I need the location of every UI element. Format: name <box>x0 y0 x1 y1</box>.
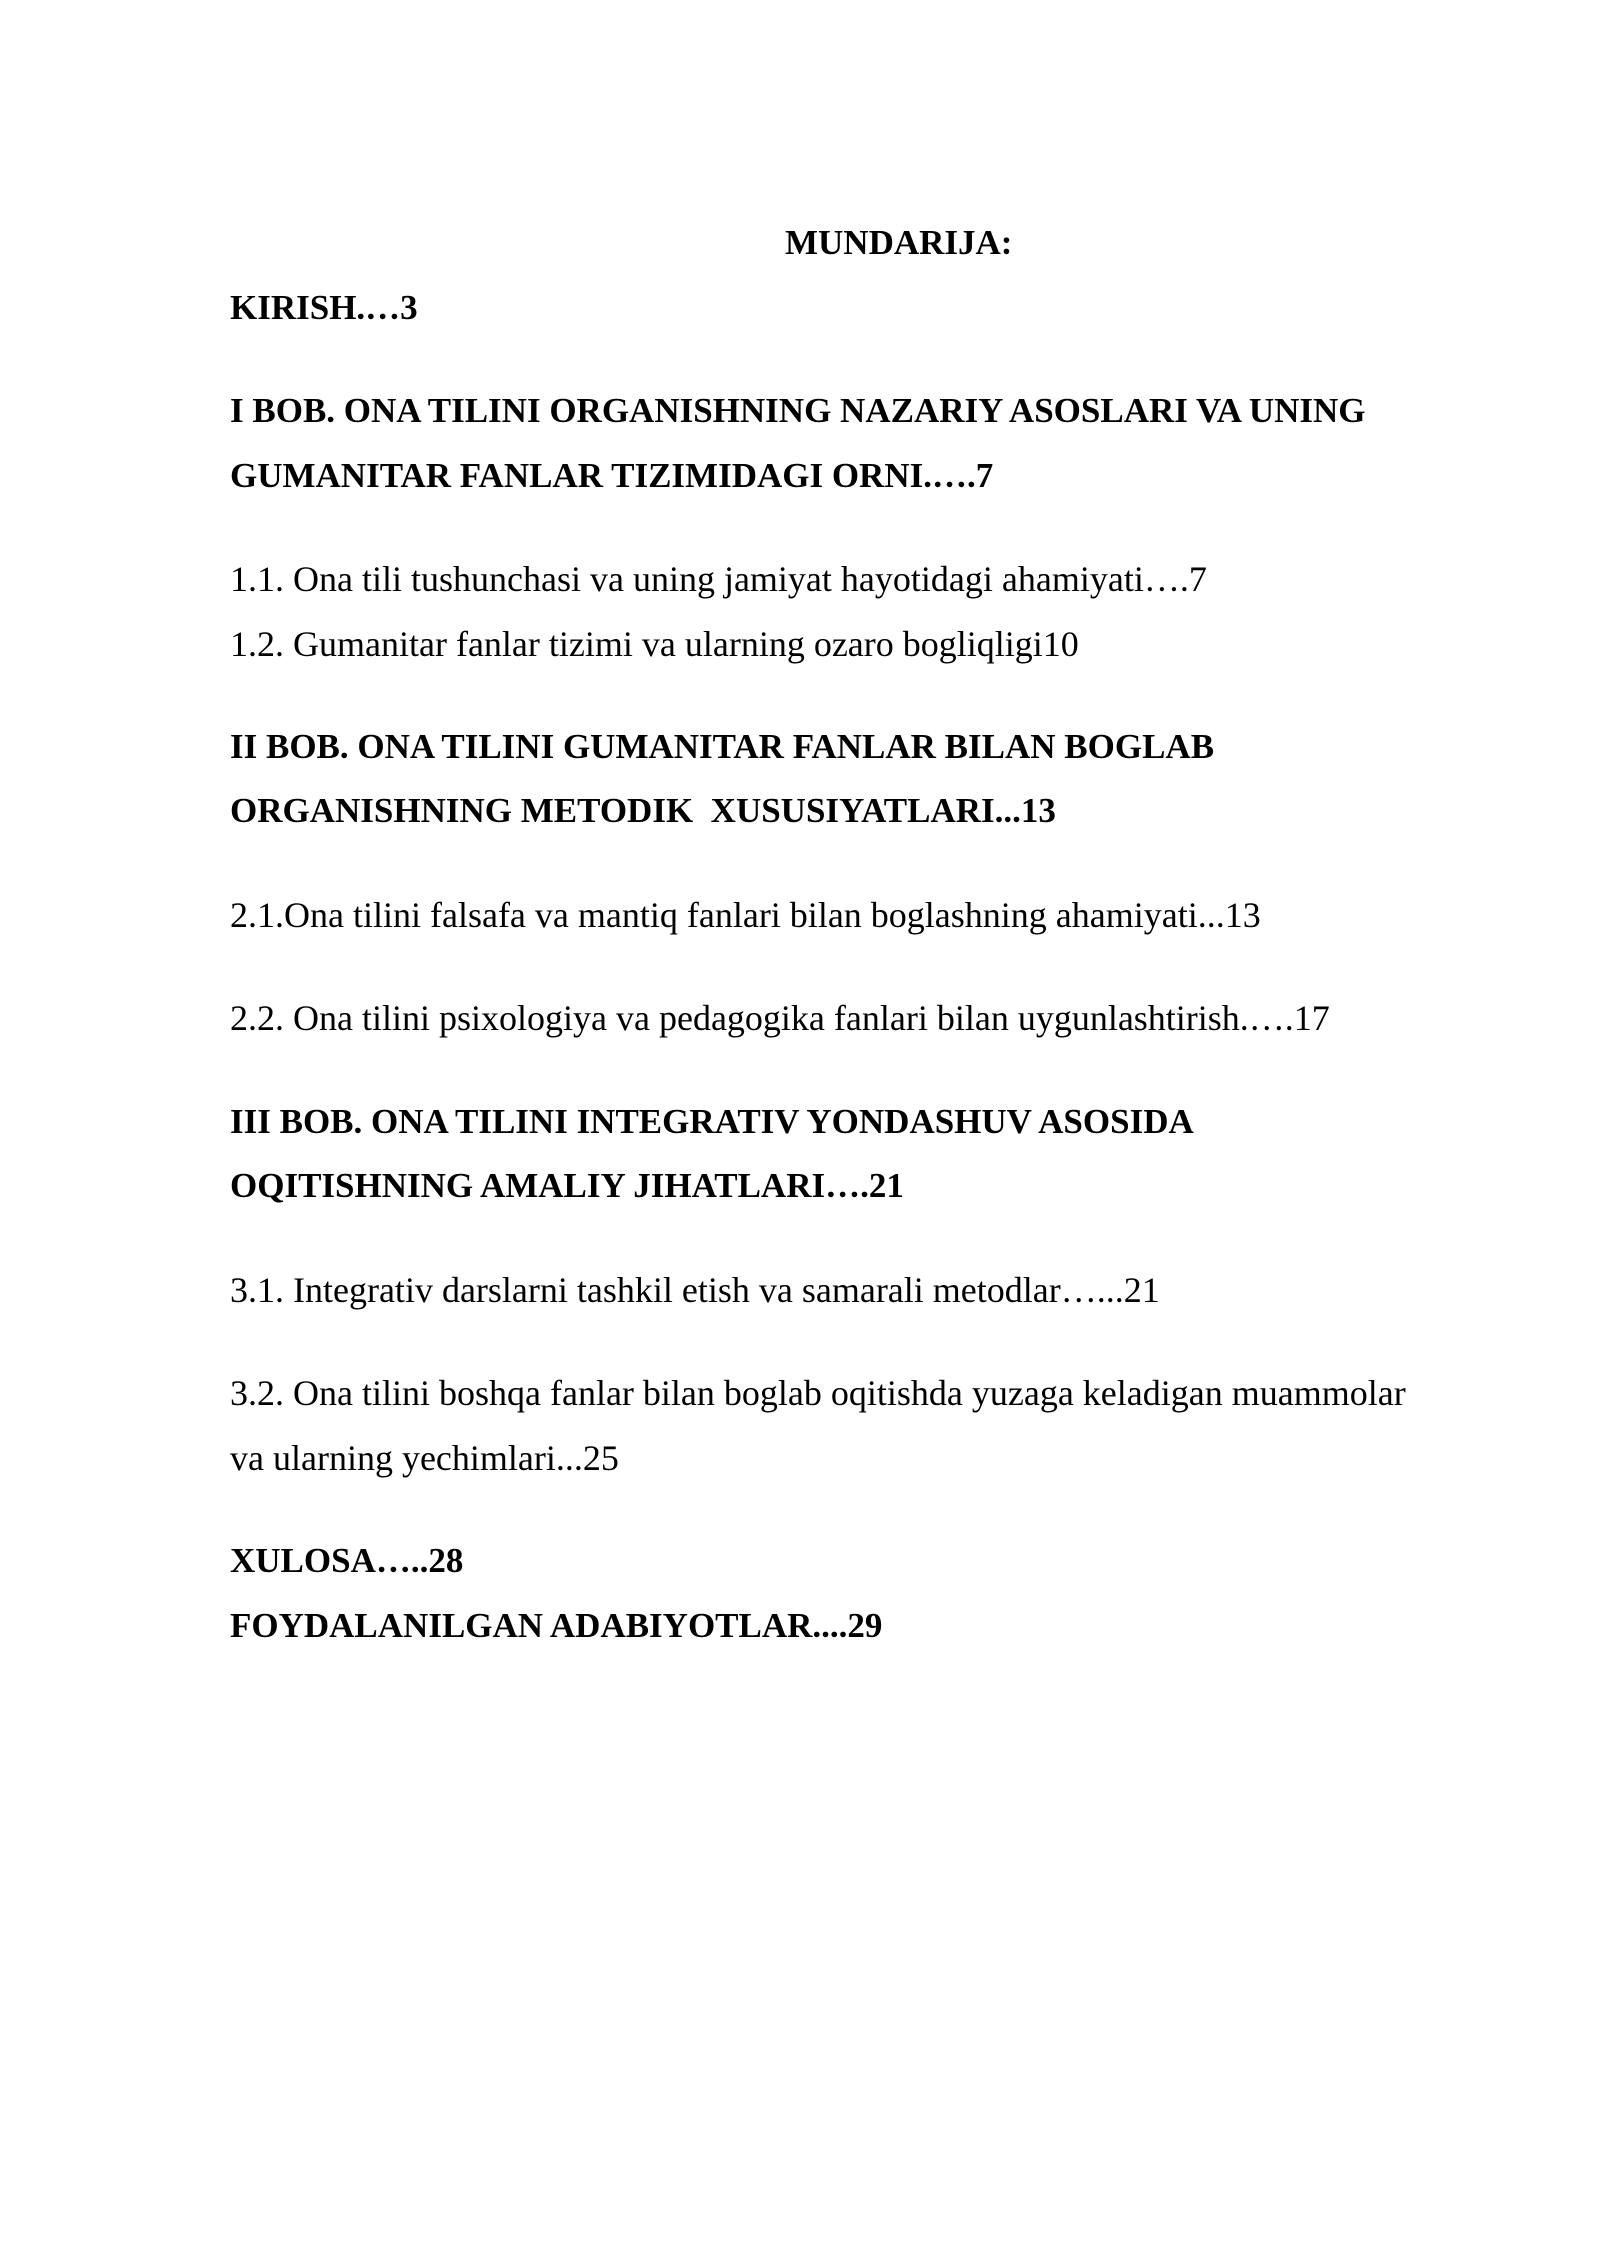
toc-chapter1-heading-line1: I BOB. ONA TILINI ORGANISHNING NAZARIY ASOSLARI VA UNING <box>230 391 1366 430</box>
toc-section-1-2: 1.2. Gumanitar fanlar tizimi va ularning ozaro bogliqligi10 <box>230 624 1079 664</box>
toc-section-3-2-line1: 3.2. Ona tilini boshqa fanlar bilan boglab oqitishda yuzaga keladigan muammolar <box>230 1373 1406 1413</box>
toc-intro: KIRISH.…3 <box>230 288 418 327</box>
toc-section-3-2-line2: va ularning yechimlari...25 <box>230 1438 619 1478</box>
toc-references: FOYDALANILGAN ADABIYOTLAR....29 <box>230 1606 883 1645</box>
toc-section-3-1: 3.1. Integrativ darslarni tashkil etish va samarali metodlar…...21 <box>230 1270 1160 1310</box>
toc-chapter3-heading-line2: OQITISHNING AMALIY JIHATLARI….21 <box>230 1166 904 1205</box>
toc-chapter2-heading-line2: ORGANISHNING METODIK XUSUSIYATLARI...13 <box>230 791 1056 830</box>
page-title: MUNDARIJA: <box>785 223 1013 262</box>
toc-section-1-1: 1.1. Ona tili tushunchasi va uning jamiyat hayotidagi ahamiyati….7 <box>230 559 1207 599</box>
toc-conclusion: XULOSA…..28 <box>230 1541 464 1580</box>
toc-chapter3-heading-line1: III BOB. ONA TILINI INTEGRATIV YONDASHUV ASOSIDA <box>230 1102 1194 1141</box>
toc-section-2-2: 2.2. Ona tilini psixologiya va pedagogika fanlari bilan uygunlashtirish.….17 <box>230 998 1330 1038</box>
toc-section-2-1: 2.1.Ona tilini falsafa va mantiq fanlari bilan boglashning ahamiyati...13 <box>230 895 1261 935</box>
toc-chapter2-heading-line1: II BOB. ONA TILINI GUMANITAR FANLAR BILAN BOGLAB <box>230 727 1215 766</box>
toc-chapter1-heading-line2: GUMANITAR FANLAR TIZIMIDAGI ORNI.….7 <box>230 456 994 495</box>
